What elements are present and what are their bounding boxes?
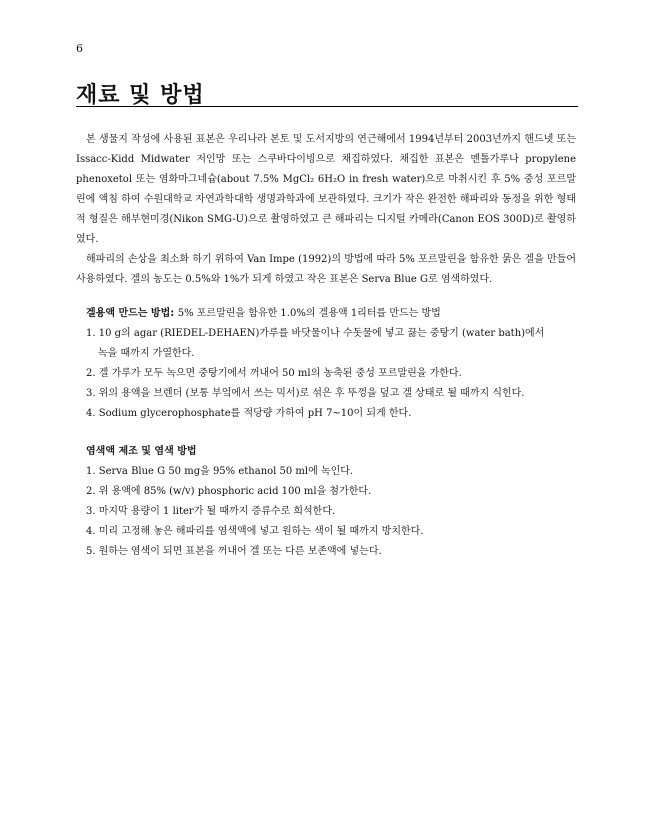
step-text: 겔 가루가 모두 녹으면 중탕기에서 꺼내어 50 ml의 농축된 중성 포르말린을 가한다. <box>98 368 462 379</box>
gel-section-subtitle: 5% 포르말린을 함유한 1.0%의 겔용액 1리터를 만드는 방법 <box>177 308 441 319</box>
step-text: Serva Blue G 50 mg을 95% ethanol 50 ml에 녹인다. <box>98 466 354 477</box>
step-text: 위의 용액을 브렌더 (보통 부엌에서 쓰는 믹서)로 섞은 후 뚜껑을 덮고 겔 상태로 될 때까지 식힌다. <box>98 388 525 399</box>
gel-section <box>76 304 576 424</box>
heading-rule <box>76 106 578 107</box>
list-item <box>76 462 576 482</box>
paragraph-gel-method: 해파리의 손상을 최소화 하기 위하여 Van Impe (1992)의 방법에 따라 5% 포르말린을 함유한 묽은 겔을 만들어 사용하였다. 겔의 농도는 0.5%와 1%가 되게 하였고 작은 표본은 Serva Blue G로 염색하였다. <box>76 254 576 285</box>
list-item <box>76 542 576 562</box>
paragraph-materials: 본 생물지 작성에 사용된 표본은 우리나라 본토 및 도서지방의 연근해에서 1994년부터 2003년까지 핸드넷 또는 Issacc-Kidd Midwater 저인망 또는 스쿠바다이빙으로 채집하였다. 채집한 표본은 멘톨가루나 propylene phenoxetol 또는 염화마그네슘(about 7.5% MgCl₂ 6H₂O in fresh water)으로 마취시킨 후 5% 중성 포르말린에 액침 하여 수원대학교 자연과학대학 생명과학과에 보관하였다. 크기가 작은 완전한 해파리와 동정을 위한 형태적 형질은 해부현미경(Nikon SMG-U)으로 촬영하였고 큰 해파리는 디지털 카메라(Canon EOS 300D)로 촬영하였다. <box>76 134 576 245</box>
step-number: 3. <box>86 506 96 517</box>
step-text-continuation: 녹을 때까지 가열한다. <box>98 348 195 359</box>
list-item <box>76 404 576 424</box>
stain-section-title: 염색액 제조 및 염색 방법 <box>86 446 197 457</box>
list-item <box>76 522 576 542</box>
step-text: Sodium glycerophosphate를 적당량 가하여 pH 7~10이 되게 한다. <box>98 408 412 419</box>
list-item <box>76 482 576 502</box>
gel-section-title-text: 겔용액 만드는 방법: <box>86 308 175 319</box>
step-number: 1. <box>86 466 96 477</box>
step-number: 2. <box>86 368 96 379</box>
step-number: 3. <box>86 388 96 399</box>
step-text: 마지막 용량이 1 liter가 될 때까지 증류수로 희석한다. <box>98 506 336 517</box>
gel-section-title <box>76 304 576 324</box>
list-item <box>76 384 576 404</box>
page-number: 6 <box>76 42 83 55</box>
section-heading: 재료 및 방법 <box>76 83 205 108</box>
step-text: 원하는 염색이 되면 표본을 꺼내어 겔 또는 다른 보존액에 넣는다. <box>98 546 382 557</box>
step-text: 위 용액에 85% (w/v) phosphoric acid 100 ml을 첨가한다. <box>98 486 372 497</box>
step-text: 10 g의 agar (RIEDEL-DEHAEN)가루를 바닷물이나 수돗물에 넣고 끓는 중탕기 (water bath)에서 <box>98 328 545 339</box>
step-text: 미리 고정해 놓은 해파리를 염색액에 넣고 원하는 색이 될 때까지 방치한다. <box>98 526 424 537</box>
stain-steps-list <box>76 462 576 562</box>
step-number: 1. <box>86 328 96 339</box>
list-item <box>76 324 576 364</box>
list-item <box>76 502 576 522</box>
step-number: 2. <box>86 486 96 497</box>
step-number: 4. <box>86 526 96 537</box>
stain-section <box>76 442 576 562</box>
step-number: 5. <box>86 546 96 557</box>
gel-steps-list <box>76 324 576 424</box>
step-number: 4. <box>86 408 96 419</box>
body-text <box>76 130 576 562</box>
list-item <box>76 364 576 384</box>
